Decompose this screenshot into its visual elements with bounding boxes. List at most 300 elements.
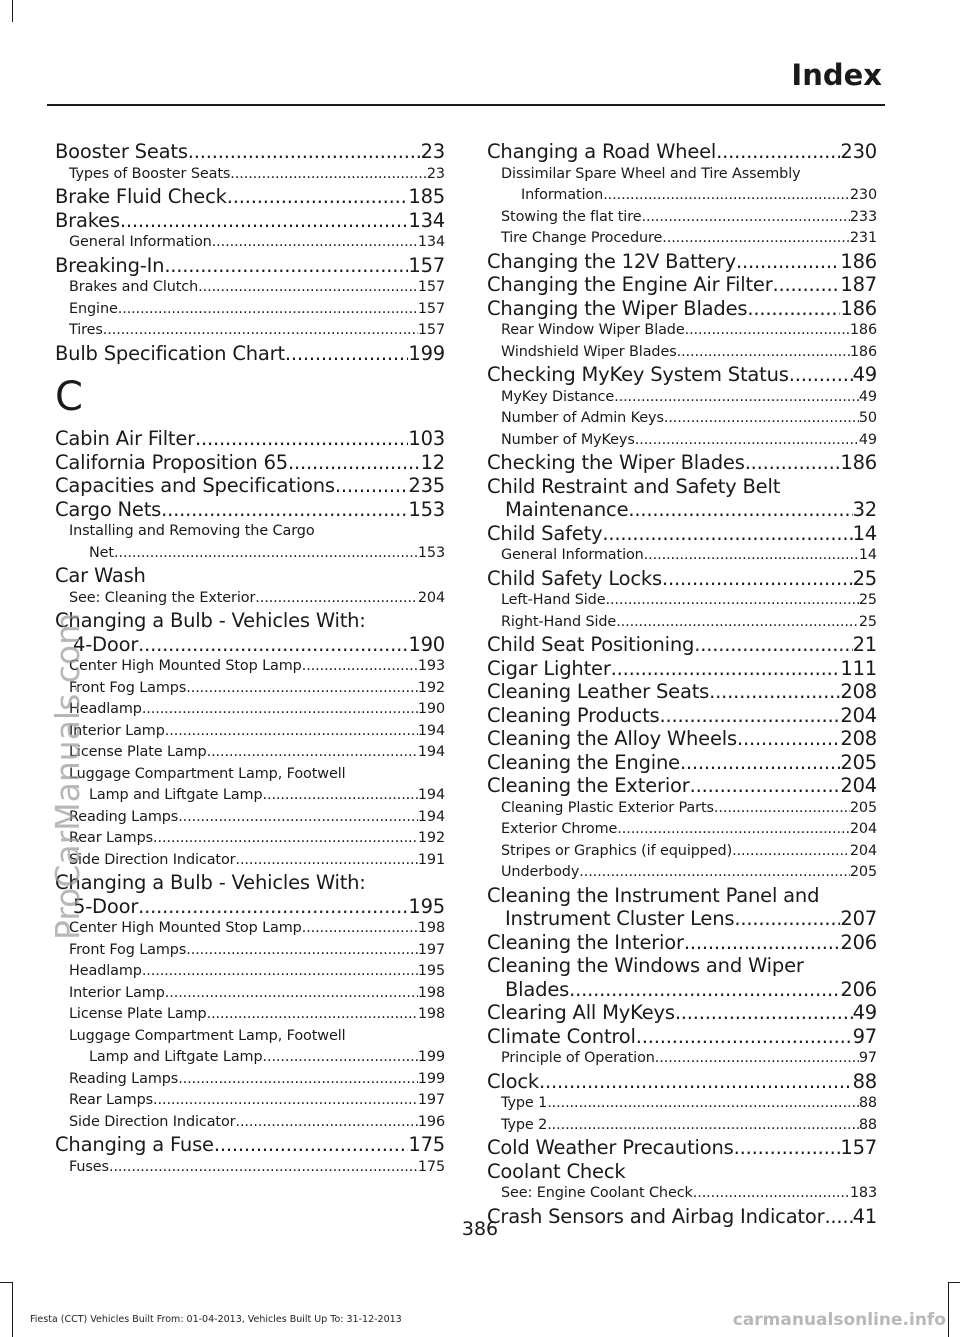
entry-label: See: Cleaning the Exterior: [69, 589, 256, 606]
entry-label: Instrument Cluster Lens: [505, 907, 735, 930]
dot-leader: [138, 633, 408, 657]
dot-leader: [161, 498, 408, 522]
entry-page-number: 192: [417, 679, 445, 696]
dot-leader: [164, 254, 408, 278]
index-subentry[interactable]: [487, 612, 877, 634]
entry-label: Headlamp: [69, 963, 142, 979]
entry-label: Changing a Bulb - Vehicles With:: [55, 609, 366, 632]
entry-label: Stowing the flat tire: [501, 208, 642, 225]
entry-page-number: 195: [408, 894, 445, 918]
entry-label: Cleaning the Engine: [487, 750, 680, 774]
entry-page-number: 153: [417, 544, 445, 561]
index-entry[interactable]: [487, 140, 877, 164]
entry-page-number: 157: [840, 1136, 877, 1159]
dot-leader: [655, 1048, 859, 1070]
index-subentry[interactable]: [55, 588, 445, 610]
index-subentry[interactable]: [55, 1026, 445, 1069]
dot-leader: [120, 209, 408, 233]
index-entry[interactable]: [487, 884, 877, 931]
dot-leader: [178, 807, 418, 829]
entry-page-number: 21: [852, 633, 877, 656]
entry-label: Left-Hand Side: [501, 592, 606, 608]
dot-leader: [614, 387, 859, 409]
index-entry[interactable]: [487, 774, 877, 798]
entry-page-number: 199: [417, 1049, 445, 1065]
index-subentry[interactable]: [487, 430, 877, 452]
index-entry[interactable]: [487, 273, 877, 297]
entry-label: Net: [89, 544, 114, 561]
entry-page-number: 97: [852, 1024, 877, 1048]
page-title: Index: [791, 58, 882, 92]
index-subentry[interactable]: [55, 940, 445, 962]
index-subentry[interactable]: [487, 164, 877, 207]
index-entry[interactable]: [55, 427, 445, 451]
index-subentry[interactable]: [487, 1115, 877, 1137]
dot-leader: [734, 907, 840, 931]
entry-page-number: 204: [849, 821, 877, 837]
entry-label: Fuses: [69, 1158, 109, 1175]
index-subentry[interactable]: [55, 320, 445, 342]
entry-label: License Plate Lamp: [69, 1006, 207, 1022]
entry-page-number: 204: [840, 774, 877, 797]
entry-label: Tire Change Procedure: [501, 230, 663, 246]
index-subentry[interactable]: [55, 1069, 445, 1091]
entry-page-number: 207: [840, 907, 877, 930]
entry-label: Cleaning the Windows and Wiper: [487, 954, 804, 977]
index-entry[interactable]: [487, 680, 877, 704]
entry-label: Booster Seats: [55, 140, 188, 163]
dot-leader: [230, 164, 427, 186]
dot-leader: [263, 1047, 418, 1069]
entry-page-number: 190: [417, 701, 445, 717]
index-entry[interactable]: [55, 209, 445, 233]
dot-leader: [664, 408, 859, 430]
dot-leader: [773, 273, 841, 297]
dot-leader: [547, 1115, 859, 1137]
index-entry[interactable]: [487, 1001, 877, 1025]
dot-leader: [539, 1070, 853, 1094]
entry-label: Changing a Road Wheel: [487, 140, 717, 163]
dot-leader: [602, 522, 852, 546]
entry-label: Side Direction Indicator: [69, 1113, 236, 1130]
entry-label: Changing the Wiper Blades: [487, 296, 748, 320]
entry-page-number: 14: [858, 547, 877, 563]
index-entry[interactable]: [487, 297, 877, 321]
entry-page-number: 197: [417, 941, 445, 958]
entry-page-number: 185: [408, 185, 445, 208]
index-subentry[interactable]: [55, 764, 445, 807]
entry-page-number: 175: [408, 1133, 445, 1156]
entry-page-number: 153: [408, 497, 445, 521]
entry-page-number: 111: [840, 656, 877, 680]
dot-leader: [677, 342, 850, 364]
dot-leader: [709, 680, 840, 704]
index-entry[interactable]: [55, 498, 445, 522]
entry-label: Child Safety: [487, 521, 603, 545]
entry-page-number: 23: [426, 165, 445, 182]
entry-page-number: 198: [417, 1006, 445, 1022]
index-subentry[interactable]: [55, 742, 445, 764]
index-entry[interactable]: [55, 474, 445, 498]
index-entry[interactable]: [55, 140, 445, 164]
entry-label: Cleaning Products: [487, 703, 660, 727]
index-subentry[interactable]: [55, 232, 445, 254]
dot-leader: [288, 451, 421, 475]
entry-page-number: 208: [840, 680, 877, 703]
dot-leader: [214, 1133, 409, 1157]
dot-leader: [734, 1136, 841, 1160]
entry-page-number: 88: [852, 1069, 877, 1093]
index-subentry[interactable]: [487, 819, 877, 841]
entry-label: Luggage Compartment Lamp, Footwell: [69, 765, 346, 782]
dot-leader: [737, 727, 840, 751]
entry-label: 4-Door: [73, 632, 139, 656]
entry-page-number: 204: [417, 589, 445, 606]
entry-page-number: 206: [840, 930, 877, 954]
index-subentry[interactable]: [55, 721, 445, 743]
watermark-text: ProCarManuals.com: [48, 612, 87, 940]
index-subentry[interactable]: [55, 807, 445, 829]
entry-page-number: 233: [849, 208, 877, 225]
entry-page-number: 199: [417, 1070, 445, 1087]
entry-label: Child Safety Locks: [487, 566, 662, 590]
dot-leader: [716, 140, 840, 164]
entry-label: Checking MyKey System Status: [487, 363, 789, 386]
index-subentry[interactable]: [487, 387, 877, 409]
index-entry[interactable]: [55, 342, 445, 366]
entry-page-number: 157: [408, 253, 445, 277]
dot-leader: [227, 185, 409, 209]
index-subentry[interactable]: [487, 590, 877, 612]
index-subentry[interactable]: [487, 228, 877, 250]
entry-page-number: 190: [408, 632, 445, 656]
index-subentry[interactable]: [487, 342, 877, 364]
index-subentry[interactable]: [487, 798, 877, 820]
entry-label: Breaking-In: [55, 253, 165, 277]
entry-page-number: 25: [852, 566, 877, 590]
entry-page-number: 205: [849, 799, 877, 816]
index-heading: Car Wash: [55, 564, 146, 587]
dot-leader: [142, 699, 418, 721]
index-entry[interactable]: [55, 609, 445, 656]
dot-leader: [616, 612, 859, 634]
index-subentry[interactable]: [487, 841, 877, 863]
entry-label: Lamp and Liftgate Lamp: [89, 1049, 263, 1065]
crop-mark-bottom-left-h: [0, 1282, 13, 1283]
dot-leader: [235, 1112, 417, 1134]
entry-label: Dissimilar Spare Wheel and Tire Assembly: [501, 165, 801, 182]
index-entry[interactable]: [487, 475, 877, 522]
entry-label: MyKey Distance: [501, 388, 615, 405]
entry-page-number: 230: [849, 187, 877, 203]
entry-label: General Information: [69, 234, 212, 250]
dot-leader: [207, 742, 418, 764]
index-subentry[interactable]: [55, 1157, 445, 1179]
index-subentry[interactable]: [55, 656, 445, 678]
entry-label: Changing a Bulb - Vehicles With:: [55, 871, 366, 894]
entry-label: Center High Mounted Stop Lamp: [69, 920, 302, 936]
entry-page-number: 191: [417, 851, 445, 868]
entry-page-number: 205: [849, 864, 877, 880]
dot-leader: [186, 678, 418, 700]
entry-label: Number of MyKeys: [501, 431, 635, 448]
index-subentry[interactable]: [55, 699, 445, 721]
entry-label: Rear Lamps: [69, 830, 154, 846]
entry-label: Underbody: [501, 864, 580, 880]
entry-label: General Information: [501, 547, 644, 563]
index-subentry[interactable]: [487, 320, 877, 342]
entry-page-number: 192: [417, 830, 445, 846]
watermark: [8, 380, 87, 940]
entry-page-number: 25: [858, 592, 877, 608]
index-subentry[interactable]: [55, 983, 445, 1005]
dot-leader: [178, 1069, 418, 1091]
entry-page-number: 194: [417, 722, 445, 739]
entry-page-number: 231: [849, 230, 877, 246]
dot-leader: [690, 774, 841, 798]
crop-mark-top-left-v: [12, 0, 13, 22]
index-subentry[interactable]: [487, 408, 877, 430]
index-subentry[interactable]: [487, 1183, 877, 1205]
index-entry[interactable]: [55, 451, 445, 475]
index-subentry[interactable]: [55, 277, 445, 299]
entry-label: Brakes and Clutch: [69, 279, 199, 295]
index-heading: Coolant Check: [487, 1159, 626, 1183]
index-entry[interactable]: [487, 751, 877, 775]
dot-leader: [207, 1004, 418, 1026]
entry-label: Changing the Engine Air Filter: [487, 273, 773, 296]
title-rule: [47, 104, 885, 106]
dot-leader: [662, 567, 853, 591]
index-entry[interactable]: [487, 451, 877, 475]
dot-leader: [732, 841, 850, 863]
entry-page-number: 235: [408, 474, 445, 497]
entry-page-number: 206: [840, 977, 877, 1001]
entry-label: Front Fog Lamps: [69, 941, 187, 958]
dot-leader: [165, 983, 418, 1005]
dot-leader: [789, 363, 853, 387]
dot-leader: [644, 545, 859, 567]
dot-leader: [142, 961, 418, 983]
dot-leader: [153, 828, 418, 850]
index-column-right: [487, 140, 877, 1228]
entry-page-number: 12: [420, 450, 445, 474]
index-entry[interactable]: [487, 954, 877, 1001]
dot-leader: [186, 940, 418, 962]
index-entry[interactable]: [487, 931, 877, 955]
index-entry[interactable]: [487, 1025, 877, 1049]
dot-leader: [603, 185, 850, 207]
index-subentry[interactable]: [487, 1093, 877, 1115]
entry-page-number: 25: [858, 613, 877, 630]
entry-label: Clock: [487, 1069, 539, 1093]
index-subentry[interactable]: [55, 1090, 445, 1112]
entry-page-number: 204: [849, 842, 877, 859]
entry-page-number: 88: [858, 1095, 877, 1111]
entry-page-number: 157: [417, 300, 445, 317]
dot-leader: [138, 895, 408, 919]
entry-label: Changing the 12V Battery: [487, 249, 736, 273]
entry-label: Crash Sensors and Airbag Indicator: [487, 1204, 825, 1228]
entry-label: Number of Admin Keys: [501, 410, 664, 426]
dot-leader: [675, 1001, 853, 1025]
entry-page-number: 157: [417, 322, 445, 338]
index-entry[interactable]: [487, 522, 877, 546]
index-entry[interactable]: [487, 1070, 877, 1094]
dot-leader: [335, 474, 408, 498]
entry-label: Brake Fluid Check: [55, 185, 227, 208]
index-subentry[interactable]: [487, 545, 877, 567]
entry-label: Information: [521, 187, 604, 203]
dot-leader: [714, 798, 850, 820]
entry-label: Type 1: [501, 1095, 548, 1111]
entry-page-number: 97: [858, 1050, 877, 1066]
entry-page-number: 205: [840, 750, 877, 774]
entry-label: Child Restraint and Safety Belt: [487, 474, 781, 498]
index-subentry[interactable]: [55, 828, 445, 850]
dot-leader: [617, 819, 850, 841]
entry-page-number: 204: [840, 703, 877, 727]
entry-label: Blades: [505, 977, 570, 1001]
dot-leader: [662, 228, 850, 250]
entry-page-number: 50: [858, 410, 877, 426]
index-entry[interactable]: [487, 727, 877, 751]
index-subentry[interactable]: [487, 862, 877, 884]
entry-label: License Plate Lamp: [69, 744, 207, 760]
dot-leader: [103, 320, 418, 342]
dot-leader: [165, 721, 418, 743]
index-subentry[interactable]: [487, 207, 877, 229]
dot-leader: [569, 978, 840, 1002]
index-subentry[interactable]: [55, 164, 445, 186]
dot-leader: [641, 207, 849, 229]
entry-label: Types of Booster Seats: [69, 165, 231, 182]
index-subentry[interactable]: [487, 1048, 877, 1070]
entry-page-number: 32: [852, 498, 877, 521]
entry-page-number: 186: [849, 322, 877, 338]
entry-label: Cleaning the Instrument Panel and: [487, 883, 820, 907]
entry-page-number: 186: [840, 451, 877, 474]
dot-leader: [605, 590, 858, 612]
entry-label: Brakes: [55, 208, 120, 232]
dot-leader: [195, 427, 408, 451]
entry-page-number: 194: [417, 787, 445, 803]
page-number: 386: [461, 1218, 499, 1240]
dot-leader: [680, 751, 840, 775]
dot-leader: [547, 1093, 859, 1115]
entry-label: Side Direction Indicator: [69, 851, 236, 868]
entry-label: Front Fog Lamps: [69, 679, 187, 696]
entry-label: Reading Lamps: [69, 1070, 179, 1087]
entry-page-number: 230: [840, 140, 877, 163]
index-entry[interactable]: [487, 1136, 877, 1160]
entry-label: Type 2: [501, 1116, 548, 1133]
footer-text: Fiesta (CCT) Vehicles Built From: 01-04-2013, Vehicles Built Up To: 31-12-2013: [30, 1314, 402, 1325]
entry-label: Interior Lamp: [69, 984, 165, 1001]
entry-label: Lamp and Liftgate Lamp: [89, 787, 263, 803]
dot-leader: [693, 1183, 850, 1205]
entry-label: Engine: [69, 300, 118, 317]
index-subentry[interactable]: [55, 299, 445, 321]
entry-label: Exterior Chrome: [501, 821, 618, 837]
entry-label: Installing and Removing the Cargo: [69, 523, 315, 539]
entry-page-number: 187: [840, 273, 877, 296]
index-subentry[interactable]: [55, 678, 445, 700]
crop-mark-bottom-left-v: [12, 1282, 13, 1337]
entry-page-number: 49: [852, 363, 877, 386]
entry-page-number: 194: [417, 808, 445, 825]
entry-label: Right-Hand Side: [501, 613, 617, 630]
entry-label: California Proposition 65: [55, 450, 288, 474]
dot-leader: [263, 785, 418, 807]
entry-page-number: 41: [852, 1204, 877, 1228]
index-entry[interactable]: [487, 250, 877, 274]
entry-page-number: 195: [417, 963, 445, 979]
index-entry[interactable]: [55, 1133, 445, 1157]
dot-leader: [635, 430, 859, 452]
index-subentry[interactable]: [55, 1112, 445, 1134]
index-subentry[interactable]: [55, 1004, 445, 1026]
entry-label: Climate Control: [487, 1024, 636, 1048]
entry-page-number: 49: [858, 431, 877, 448]
section-letter: C: [55, 374, 83, 420]
dot-leader: [153, 1090, 418, 1112]
entry-page-number: 88: [858, 1116, 877, 1133]
dot-leader: [114, 543, 418, 565]
index-subentry[interactable]: [55, 961, 445, 983]
entry-label: Bulb Specification Chart: [55, 341, 285, 365]
dot-leader: [747, 297, 840, 321]
index-entry[interactable]: [487, 633, 877, 657]
entry-label: Child Seat Positioning: [487, 633, 695, 656]
dot-leader: [302, 918, 418, 940]
entry-page-number: 23: [420, 140, 445, 163]
entry-label: Principle of Operation: [501, 1050, 655, 1066]
index-entry[interactable]: [487, 704, 877, 728]
index-subentry[interactable]: [55, 521, 445, 564]
index-entry[interactable]: [487, 657, 877, 681]
index-entry[interactable]: [487, 567, 877, 591]
entry-page-number: 198: [417, 984, 445, 1001]
dot-leader: [579, 862, 850, 884]
index-subentry[interactable]: [55, 918, 445, 940]
entry-page-number: 134: [417, 234, 445, 250]
entry-label: 5-Door: [73, 894, 139, 918]
entry-label: Cleaning the Exterior: [487, 774, 690, 797]
index-entry[interactable]: [55, 185, 445, 209]
entry-label: See: Engine Coolant Check: [501, 1185, 693, 1201]
entry-label: Cleaning Plastic Exterior Parts: [501, 799, 714, 816]
dot-leader: [302, 656, 418, 678]
entry-label: Stripes or Graphics (if equipped): [501, 842, 733, 859]
index-column-left: [55, 140, 445, 1178]
entry-page-number: 14: [852, 521, 877, 545]
dot-leader: [660, 704, 841, 728]
entry-label: Clearing All MyKeys: [487, 1001, 675, 1024]
entry-label: Headlamp: [69, 701, 142, 717]
dot-leader: [188, 140, 421, 164]
index-subentry[interactable]: [55, 850, 445, 872]
index-entry[interactable]: [487, 363, 877, 387]
entry-label: Cleaning the Interior: [487, 930, 684, 954]
entry-page-number: 193: [417, 658, 445, 674]
entry-page-number: 194: [417, 744, 445, 760]
entry-label: Windshield Wiper Blades: [501, 343, 677, 360]
index-entry[interactable]: [55, 254, 445, 278]
dot-leader: [285, 342, 408, 366]
index-entry[interactable]: [55, 871, 445, 918]
dot-leader: [684, 931, 841, 955]
